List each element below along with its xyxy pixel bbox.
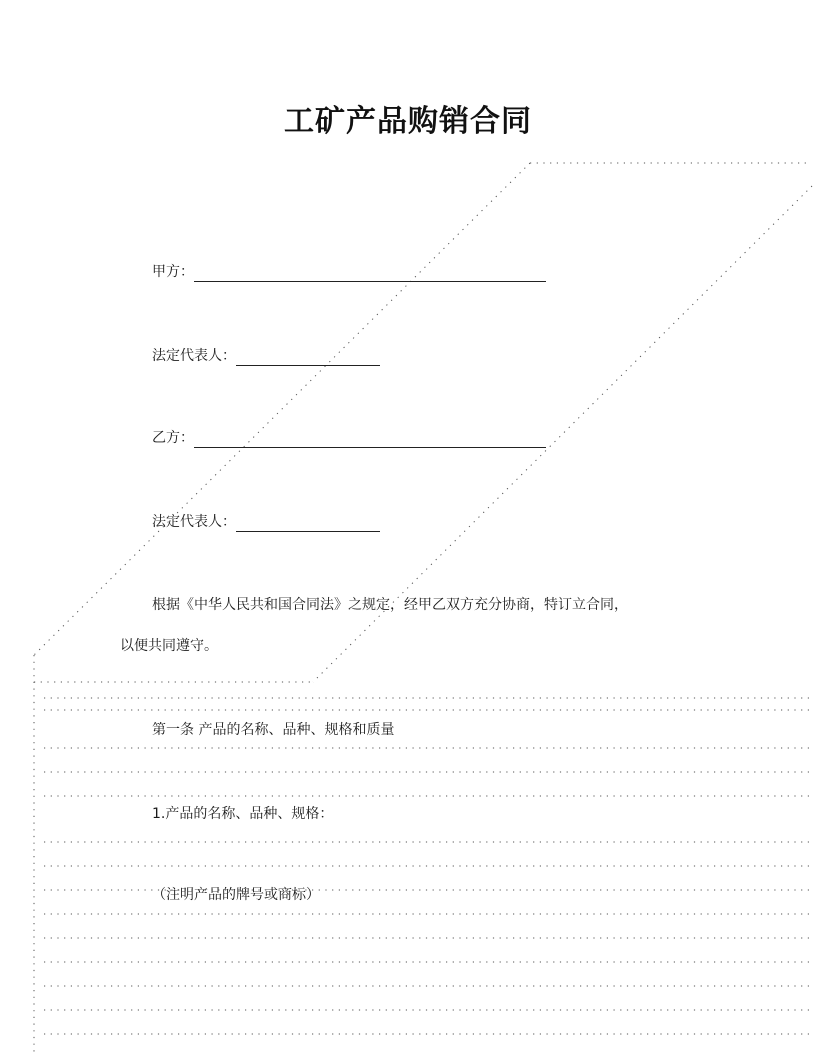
party-b-line xyxy=(152,428,546,448)
legal-rep-a-label: 法定代表人： xyxy=(152,348,236,364)
legal-rep-b-label: 法定代表人： xyxy=(152,514,236,530)
party-a-blank[interactable] xyxy=(194,267,546,282)
legal-rep-a-blank[interactable] xyxy=(236,351,380,366)
dotted-band-left-diagonal xyxy=(34,163,530,655)
legal-rep-a-line xyxy=(152,346,380,366)
preamble-line-1: 根据《中华人民共和国合同法》之规定，经甲乙双方充分协商，特订立合同， xyxy=(152,597,628,613)
party-a-line xyxy=(152,262,546,282)
preamble-line-2: 以便共同遵守。 xyxy=(120,638,218,654)
article-1-item-1: 1.产品的名称、品种、规格： xyxy=(152,806,334,822)
legal-rep-b-blank[interactable] xyxy=(236,517,380,532)
article-1-note: （注明产品的牌号或商标） xyxy=(152,887,320,903)
legal-rep-b-line xyxy=(152,512,380,532)
party-a-label: 甲方： xyxy=(152,264,194,280)
contract-title: 工矿产品购销合同 xyxy=(284,104,532,139)
party-b-blank[interactable] xyxy=(194,433,546,448)
party-b-label: 乙方： xyxy=(152,430,194,446)
article-1-heading: 第一条 产品的名称、品种、规格和质量 xyxy=(152,722,395,738)
